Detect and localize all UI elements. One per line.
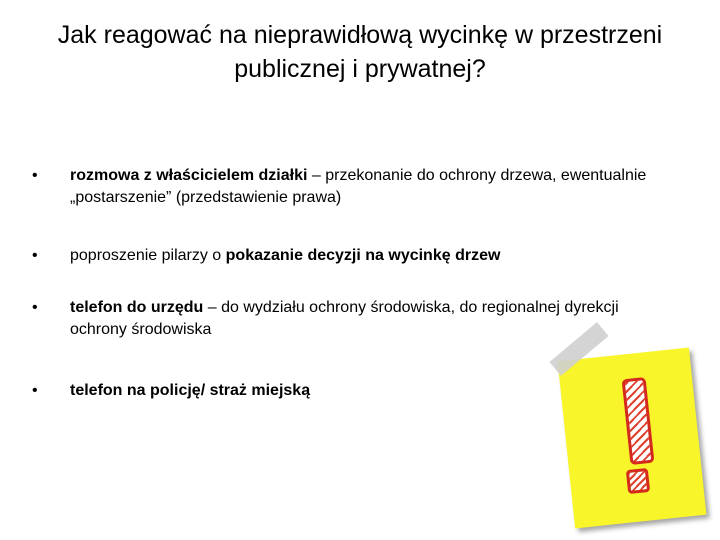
bullet-bold-text: pokazanie decyzji na wycinkę drzew [225,247,501,264]
bullet-bold-text: telefon na policję/ straż miejską [70,382,311,399]
bullet-marker: • [32,167,38,184]
sticky-note-exclamation-icon [548,332,716,532]
bullet-marker: • [32,247,38,264]
bullet-marker: • [32,382,38,399]
bullet-text: – przekonanie do ochrony drzewa, ewentualnie „postarszenie” (przedstawienie prawa) [70,167,647,206]
bullet-marker: • [32,299,38,316]
bullet-bold-text: rozmowa z właścicielem działki [70,167,308,184]
exclamation-dot [626,468,650,494]
list-item [32,245,662,267]
bullet-text: – do wydziału ochrony środowiska, do regionalnej dyrekcji ochrony środowiska [70,299,619,338]
list-item [32,165,662,209]
bullet-bold-text: telefon do urzędu [70,299,204,316]
bullet-text: poproszenie pilarzy o [70,247,226,264]
slide-title: Jak reagować na nieprawidłową wycinkę w przestrzeni publicznej i prywatnej? [57,21,663,83]
